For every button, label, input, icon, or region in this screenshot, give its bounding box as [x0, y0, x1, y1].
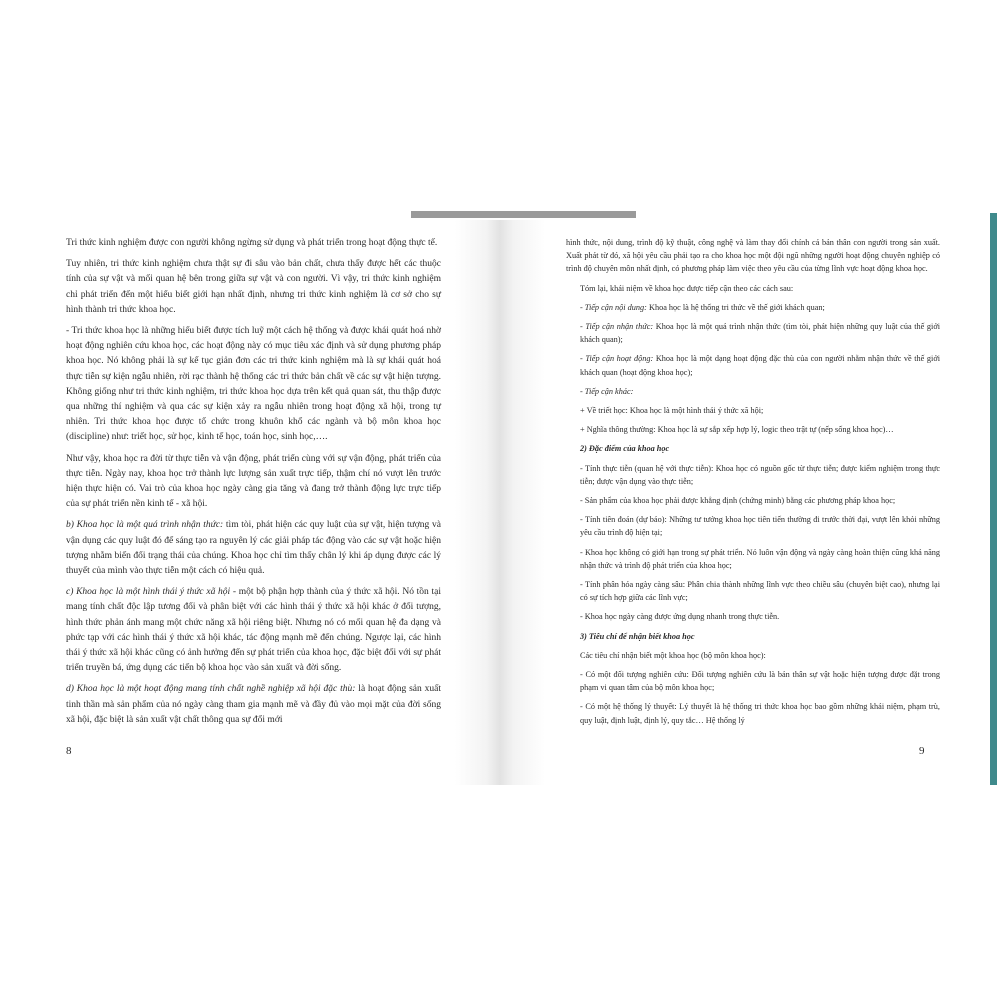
paragraph: d) Khoa học là một hoạt động mang tính chất nghề nghiệp xã hội đặc thù: là hoạt động sản xuất tinh thần mà sản phẩm của nó ngày càng tham gia mạnh mẽ và đầy đủ vào mọi mặt của đời sống xã hội, đặc biệt là sản xuất vật chất thông qua sự đổi mới — [66, 684, 441, 725]
list-item: - Tính tiên đoán (dự báo): Những tư tưởng khoa học tiên tiến thường đi trước thời đại, vượt lên khỏi những yêu cầu trình độ hiện tại; — [580, 515, 940, 538]
list-item: + Về triết học: Khoa học là một hình thái ý thức xã hội; — [580, 406, 764, 416]
paragraph: Tóm lại, khái niệm về khoa học được tiếp cận theo các cách sau: — [580, 283, 794, 293]
paragraph: Tri thức kinh nghiệm được con người không ngừng sử dụng và phát triển trong hoạt động thực tế. — [66, 238, 438, 248]
list-item: - Có một hệ thống lý thuyết: Lý thuyết là hệ thống tri thức khoa học bao gồm những khái niệm, phạm trù, quy luật, định luật, định lý, quy tắc… Hệ thống lý — [580, 702, 940, 725]
list-item: + Nghĩa thông thường: Khoa học là sự sắp xếp hợp lý, logic theo trật tự (nếp sống khoa học)… — [580, 425, 894, 435]
paragraph: - Tri thức khoa học là những hiểu biết được tích luỹ một cách hệ thống và được khái quát hoá nhờ hoạt động nghiên cứu khoa học, các hoạt động này có mục tiêu xác định và sử dụng phương pháp khoa học. Nó không phải là sự kế tục giản đơn các tri thức kinh nghiệm mà là sự khái quát hoá thực tiễn sự kiện ngẫu nhiên, rời rạc thành hệ thống các tri thức bản chất về các sự vật hiện tượng. Không giống như tri thức kinh nghiệm, tri thức khoa học dựa trên kết quả quan sát, thu thập được qua những thí nghiệm và qua các sự kiện xảy ra ngẫu nhiên trong hoạt động xã hội, trong tự nhiên. Tri thức khoa học được tổ chức trong khuôn khổ các ngành và bộ môn khoa học (discipline) như: triết học, sử học, kinh tế học, toán học, sinh học,…. — [66, 326, 441, 443]
list-item: - Tính phân hóa ngày càng sâu: Phân chia thành những lĩnh vực theo chiều sâu (chuyên biệt cao), nhưng lại có sự tích hợp giữa các lĩnh vực; — [580, 580, 940, 603]
list-item: - Có một đối tượng nghiên cứu: Đối tượng nghiên cứu là bản thân sự vật hoặc hiện tượng được đặt trong phạm vi quan tâm của bộ môn khoa học; — [580, 670, 940, 693]
paragraph: b) Khoa học là một quá trình nhận thức: tìm tòi, phát hiện các quy luật của sự vật, hiện tượng và vận dụng các quy luật đó để sáng tạo ra nguyên lý các giải pháp tác động vào các sự vật hoặc hiện tượng nhằm biến đổi trạng thái của chúng. Khoa học chỉ tìm thấy chân lý khi áp dụng được các lý thuyết của mình vào thực tiễn một cách có hiệu quả. — [66, 520, 441, 577]
left-page — [66, 236, 441, 734]
top-bar — [411, 211, 636, 218]
list-item: - Khoa học ngày càng được ứng dụng nhanh trong thực tiễn. — [580, 612, 780, 622]
list-item: - Tiếp cận nội dung: Khoa học là hệ thống tri thức về thế giới khách quan; — [580, 302, 825, 312]
list-item: - Tính thực tiễn (quan hệ với thực tiễn): Khoa học có nguồn gốc từ thực tiễn; được kiểm nghiệm trong thực tiễn; được vận dụng vào thực tiễn; — [580, 463, 940, 486]
paragraph: Như vậy, khoa học ra đời từ thực tiễn và vận động, phát triển cùng với sự vận động, phát triển của thực tiễn. Ngày nay, khoa học trở thành lực lượng sản xuất trực tiếp, thậm chí nó vượt lên trước hiện thực hiện có. Vai trò của khoa học ngày càng gia tăng và đang trở thành động lực trực tiếp của sự phát triển nền kinh tế - xã hội. — [66, 453, 441, 510]
page-number-right: 9 — [919, 745, 925, 757]
book-spine-shadow — [455, 220, 545, 785]
paragraph: Các tiêu chí nhận biết một khoa học (bộ môn khoa học): — [580, 650, 766, 660]
list-item: - Khoa học không có giới hạn trong sự phát triển. Nó luôn vận động và ngày càng hoàn thiện cũng khả năng nhận thức và trình độ phát triển của khoa học; — [580, 547, 940, 570]
paragraph: hình thức, nội dung, trình độ kỹ thuật, công nghệ và làm thay đổi chính cả bản thân con người trong sản xuất. Xuất phát từ đó, xã hội yêu cầu phải tạo ra cho khoa học một đội ngũ những người hoạt động chuyên nghiệp có trình độ chuyên môn nhất định, có phương pháp làm việc theo yêu cầu của từng lĩnh vực hoạt động khoa học. — [566, 238, 940, 274]
right-page — [566, 236, 940, 733]
paragraph: Tuy nhiên, tri thức kinh nghiệm chưa thật sự đi sâu vào bản chất, chưa thấy được hết các thuộc tính của sự vật và mối quan hệ bên trong giữa sự vật và con người. Vì vậy, tri thức kinh nghiệm chỉ phát triển đến một hiểu biết giới hạn nhất định, nhưng tri thức kinh nghiệm là cơ sở cho sự hình thành tri thức khoa học. — [66, 259, 441, 315]
list-item: - Tiếp cận khác: — [580, 386, 634, 396]
section-heading: 2) Đặc điểm của khoa học — [580, 444, 670, 454]
page-number-left: 8 — [66, 745, 72, 757]
list-item: - Sản phẩm của khoa học phải được khẳng định (chứng minh) bằng các phương pháp khoa học; — [580, 496, 896, 506]
section-heading: 3) Tiêu chí để nhận biết khoa học — [580, 631, 695, 641]
cover-edge-stripe — [990, 213, 997, 785]
list-item: - Tiếp cận nhận thức: Khoa học là một quá trình nhận thức (tìm tòi, phát hiện những quy luật của thế giới khách quan); — [580, 322, 940, 345]
paragraph: c) Khoa học là một hình thái ý thức xã hội - một bộ phận hợp thành của ý thức xã hội. Nó tồn tại mang tính chất độc lập tương đối và phân biệt với các hình thái ý thức xã hội khác ở đối tượng, hình thức phản ánh mang một chức năng xã hội riêng biệt. Nhưng nó có mối quan hệ đa dạng và phức tạp với các hình thái ý thức xã hội khác, tác động mạnh mẽ đến chúng. Ngược lại, các hình thái ý thức xã hội khác cũng có ảnh hưởng đến sự phát triển của khoa học, đặc biệt đối với sự phát triển truyền bá, ứng dụng các tiến bộ khoa học vào sản xuất và đời sống. — [66, 587, 442, 674]
list-item: - Tiếp cận hoạt động: Khoa học là một dạng hoạt động đặc thù của con người nhằm nhận thức về thế giới khách quan (hoạt động khoa học); — [580, 354, 941, 377]
